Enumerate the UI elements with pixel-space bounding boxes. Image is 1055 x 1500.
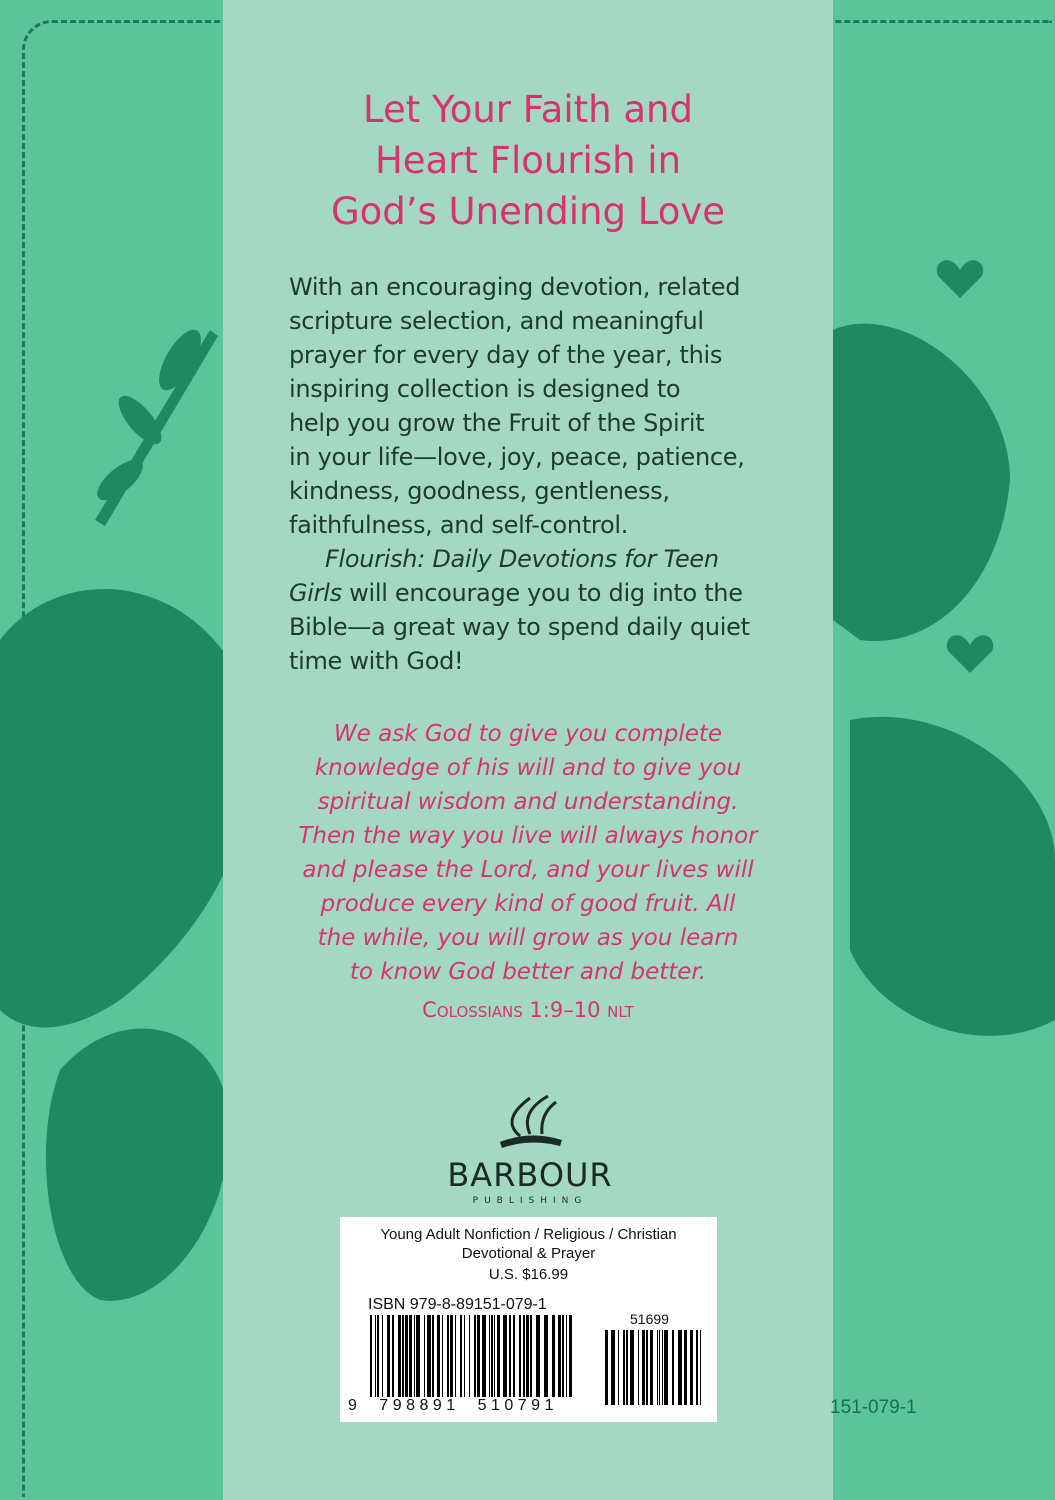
barcode-bar [447,1315,449,1397]
heading-line: Heart Flourish in [374,139,682,182]
barcode-bar [672,1330,674,1405]
category [340,1225,717,1263]
barcode-bar [552,1315,555,1397]
barcode-bar [618,1330,619,1405]
heading-line: God’s Unending Love [330,190,726,233]
heading-line: Let Your Faith and [363,88,693,131]
scripture-quote [223,717,833,989]
text-segment: Bible—a great way to spend daily quiet [289,613,750,641]
barcode-bar [569,1315,572,1397]
barcode-bar [482,1315,486,1397]
category-line: Young Adult Nonfiction / Religious / Christian [380,1226,677,1243]
barcode-bar [392,1315,394,1397]
isbn: ISBN 979-8-89151-079-1 [368,1296,547,1313]
barcode-bar [455,1315,456,1397]
barcode-bar [477,1315,480,1397]
description-line [289,644,750,678]
barcode-bar [416,1315,420,1397]
barcode-bar [657,1330,658,1405]
barcode-bar [700,1330,701,1405]
text-segment: in your life—love, joy, peace, patience, [289,443,745,471]
description-line [289,372,750,406]
addon-barcode [605,1330,705,1405]
barcode-bar [494,1315,495,1397]
quote-line: and please the Lord, and your lives will [302,857,754,883]
text-segment: prayer for every day of the year, this [289,341,723,369]
book-logo-icon [490,1090,570,1150]
text-segment: time with God! [289,647,464,675]
barcode-bar [659,1330,660,1405]
text-segment: With an encouraging devotion, related [289,273,741,301]
description-line [289,304,750,338]
text-segment: Flourish: Daily Devotions for Teen [325,545,719,573]
barcode-bar [605,1330,608,1405]
text-segment: help you grow the Fruit of the Spirit [289,409,705,437]
text-segment: will encourage you to dig into the [341,579,743,607]
barcode-bar [611,1330,615,1405]
quote-line: Then the way you live will always honor [298,823,758,849]
barcode-bar [690,1330,693,1405]
description-line [289,542,750,576]
barcode-bar [662,1330,663,1405]
barcode-bar [398,1315,401,1397]
barcode-bar [503,1315,507,1397]
barcode-bar [402,1315,404,1397]
quote-line: spiritual wisdom and understanding. [317,789,739,815]
barcode-bar [566,1315,567,1397]
barcode-bar [491,1315,493,1397]
barcode [370,1315,575,1405]
barcode-bar [474,1315,476,1397]
barcode-bar [626,1330,628,1405]
barcode-bar [519,1315,521,1397]
barcode-bar [544,1315,548,1397]
barcode-bar [562,1315,564,1397]
description [289,270,750,678]
barcode-bar [523,1315,525,1397]
text-segment: kindness, goodness, gentleness, [289,477,670,505]
barcode-bar [530,1315,532,1397]
barcode-bar [370,1315,372,1397]
citation-ref: Colossians 1:9–10 [422,998,601,1022]
barcode-bar [432,1315,434,1397]
leaf-icon [0,589,254,1027]
barcode-bar [497,1315,500,1397]
quote-line: the while, you will grow as you learn [317,925,739,951]
description-line [289,508,750,542]
addon-code: 51699 [630,1311,669,1327]
cover-heading [223,84,833,237]
barcode-bar [375,1315,376,1397]
text-segment: Girls [289,579,342,607]
barcode-bar [489,1315,490,1397]
heart-icon [947,635,993,673]
barcode-bar [464,1315,465,1397]
heart-icon [937,260,983,298]
description-line [289,270,750,304]
barcode-bar [437,1315,440,1397]
barcode-bar [460,1315,462,1397]
barcode-label [340,1217,717,1422]
description-line [289,440,750,474]
description-line [289,474,750,508]
description-line [289,338,750,372]
barcode-bar [664,1330,668,1405]
citation-version: NLT [607,1003,634,1021]
barcode-bar [536,1315,540,1397]
barcode-bar [630,1330,634,1405]
barcode-bar [513,1315,515,1397]
leaf-icon [833,324,1010,641]
text-segment: scripture selection, and meaningful [289,307,704,335]
barcode-bar [414,1315,415,1397]
barcode-bar [427,1315,431,1397]
barcode-bar [623,1330,625,1405]
text-segment: faithfulness, and self-control. [289,511,629,539]
barcode-bar [382,1315,383,1397]
barcode-bar [642,1330,645,1405]
quote-line: to know God better and better. [349,959,707,985]
citation [223,998,833,1022]
barcode-bar [684,1330,687,1405]
barcode-bar [646,1330,648,1405]
description-line [289,610,750,644]
barcode-bar [558,1315,561,1397]
barcode-bar [405,1315,408,1397]
barcode-bar [409,1315,412,1397]
quote-line: produce every kind of good fruit. All [320,891,736,917]
barcode-bar [509,1315,511,1397]
barcode-bar [678,1330,682,1405]
publisher-sub: PUBLISHING [472,1196,588,1206]
barcode-bar [638,1330,639,1405]
description-line [289,406,750,440]
barcode-bar [424,1315,425,1397]
leaf-icon [46,1029,230,1301]
leaf-icon [850,717,1055,1036]
barcode-bar [442,1315,443,1397]
barcode-bar [450,1315,453,1397]
text-segment: inspiring collection is designed to [289,375,681,403]
publisher-logo [440,1090,620,1206]
price: U.S. $16.99 [488,1266,569,1283]
description-line [289,576,750,610]
barcode-bar [387,1315,390,1397]
barcode-bar [650,1330,653,1405]
barcode-bar [377,1315,379,1397]
barcode-digits: 9 798891 510791 [348,1397,558,1414]
category-line: Devotional & Prayer [461,1245,596,1262]
barcode-bar [469,1315,470,1397]
publisher-name: BARBOUR [447,1156,613,1194]
barcode-bar [696,1330,698,1405]
quote-line: We ask God to give you complete [333,721,723,747]
side-isbn: 151-079-1 [830,1397,917,1418]
barcode-bar [526,1315,529,1397]
quote-line: knowledge of his will and to give you [314,755,742,781]
